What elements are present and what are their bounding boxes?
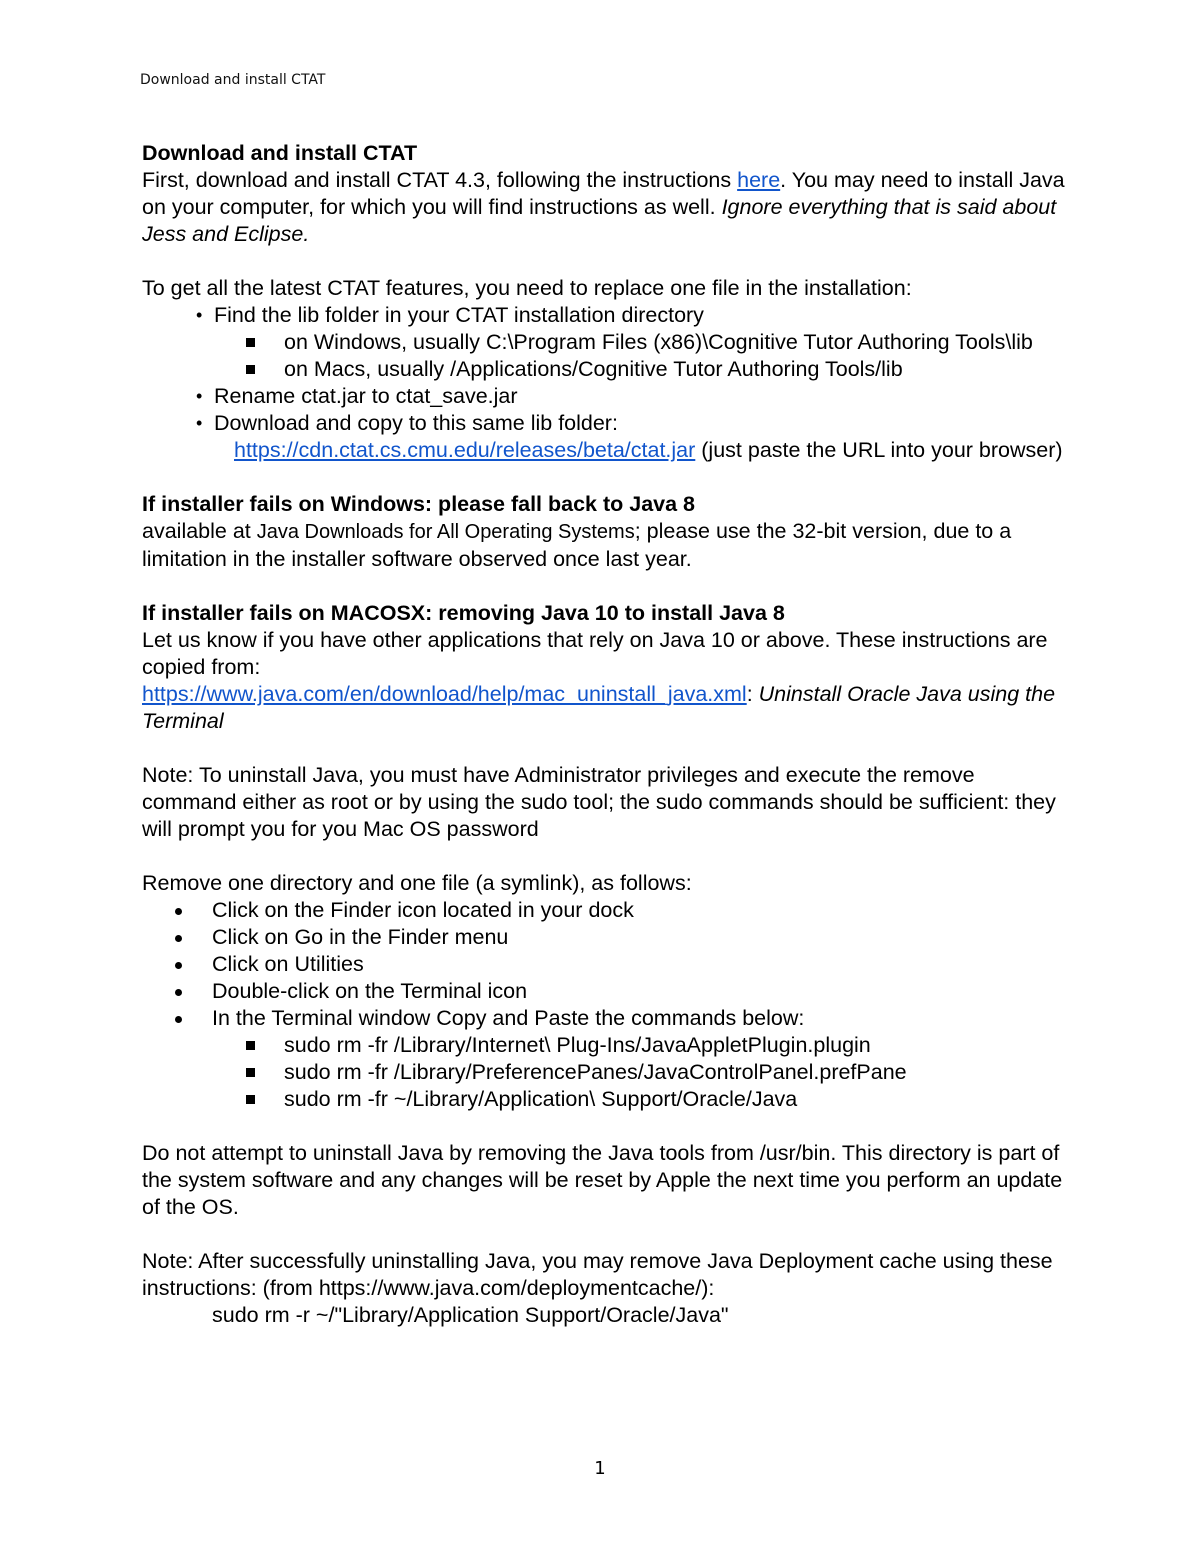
remove-steps-list — [142, 897, 1072, 1032]
document-body — [142, 140, 1072, 1329]
usr-bin-warning-paragraph: Do not attempt to uninstall Java by removing the Java tools from /usr/bin. This directory is part of the system software and any changes will be reset by Apple the next time you perform an update of the OS. — [142, 1141, 1063, 1219]
windows-text: available at — [142, 519, 257, 543]
intro-text: First, download and install CTAT 4.3, following the instructions — [142, 168, 738, 192]
list-item: sudo rm -fr /Library/PreferencePanes/JavaControlPanel.prefPane — [142, 1059, 1072, 1086]
install-steps-list-continued — [142, 383, 1072, 437]
colon-separator: : — [746, 682, 759, 706]
list-item: Click on the Finder icon located in your dock — [142, 897, 1072, 924]
ctat-jar-link[interactable]: https://cdn.ctat.cs.cmu.edu/releases/beta/ctat.jar — [234, 438, 696, 462]
mac-uninstall-link[interactable]: https://www.java.com/en/download/help/mac_uninstall_java.xml — [142, 682, 747, 706]
remove-intro: Remove one directory and one file (a symlink), as follows: — [142, 871, 692, 895]
jar-download-note: (just paste the URL into your browser) — [695, 438, 1063, 462]
uninstall-title: Uninstall Oracle Java using the Terminal — [142, 682, 1056, 733]
macosx-intro-text: Let us know if you have other applications that rely on Java 10 or above. These instructions are copied from: — [142, 628, 1048, 679]
macosx-intro-paragraph — [142, 627, 1072, 735]
cache-command: sudo rm -r ~/"Library/Application Support/Oracle/Java" — [212, 1303, 729, 1327]
running-header: Download and install CTAT — [140, 72, 326, 88]
list-item: • Rename ctat.jar to ctat_save.jar — [142, 383, 1072, 410]
list-item: sudo rm -fr /Library/Internet\ Plug-Ins/JavaAppletPlugin.plugin — [142, 1032, 1072, 1059]
list-item: on Macs, usually /Applications/Cognitive Tutor Authoring Tools/lib — [142, 356, 1072, 383]
deployment-cache-note: Note: After successfully uninstalling Java, you may remove Java Deployment cache using these instructions: (from https://www.java.com/deploymentcache/): — [142, 1249, 1053, 1300]
list-item: In the Terminal window Copy and Paste the commands below: — [142, 1005, 1072, 1032]
list-item: • Download and copy to this same lib folder: — [142, 410, 1072, 437]
list-item: Double-click on the Terminal icon — [142, 978, 1072, 1005]
lib-location-list — [142, 329, 1072, 383]
list-item: sudo rm -fr ~/Library/Application\ Support/Oracle/Java — [142, 1086, 1072, 1113]
section-heading-windows: If installer fails on Windows: please fall back to Java 8 — [142, 492, 696, 516]
admin-note-paragraph: Note: To uninstall Java, you must have Administrator privileges and execute the remove command either as root or by using the sudo tool; the sudo commands should be sufficient: they will prompt you for you Mac OS password — [142, 763, 1056, 841]
windows-text-continued: ; please use the 32-bit version, due to a limitation in the installer software observed once last year. — [142, 519, 1012, 571]
page-number: 1 — [594, 1458, 606, 1479]
list-item: • Find the lib folder in your CTAT installation directory — [142, 302, 1072, 329]
intro-paragraph — [142, 167, 1072, 248]
section-heading-download: Download and install CTAT — [142, 141, 418, 165]
terminal-commands-list — [142, 1032, 1072, 1113]
windows-paragraph — [142, 518, 1072, 573]
list-item: Click on Go in the Finder menu — [142, 924, 1072, 951]
ignore-note: Ignore everything that is said about Jess and Eclipse. — [142, 195, 1057, 246]
replace-file-paragraph: To get all the latest CTAT features, you need to replace one file in the installation: — [142, 276, 912, 300]
java-downloads-reference: Java Downloads for All Operating Systems — [256, 521, 635, 543]
section-heading-macosx: If installer fails on MACOSX: removing Java 10 to install Java 8 — [142, 601, 785, 625]
jar-download-line — [142, 437, 1072, 464]
intro-text-continued: . You may need to install Java on your computer, for which you will find instructions as well. — [142, 168, 1065, 219]
instructions-here-link[interactable]: here — [737, 168, 781, 192]
list-item: on Windows, usually C:\Program Files (x86)\Cognitive Tutor Authoring Tools\lib — [142, 329, 1072, 356]
list-item: Click on Utilities — [142, 951, 1072, 978]
install-steps-list — [142, 302, 1072, 329]
